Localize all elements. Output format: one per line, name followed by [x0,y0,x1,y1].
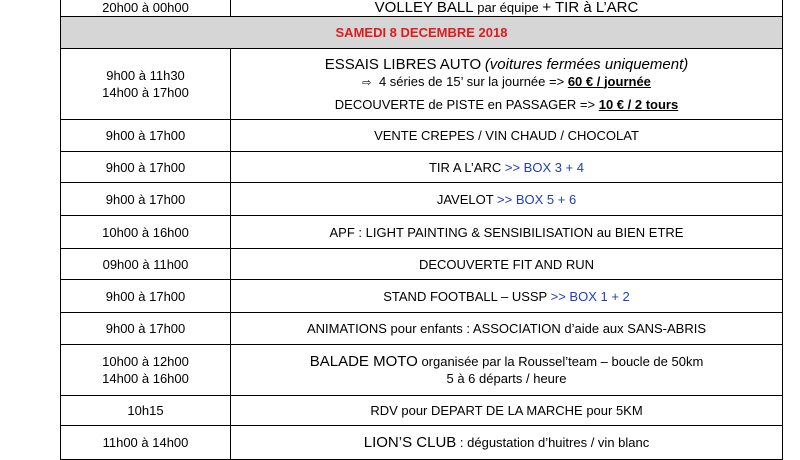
activity-cell [231,49,783,120]
time-cell: 11h00 à 14h00 [61,426,231,460]
price-label: 10 € / 2 tours [598,96,679,112]
day-header: SAMEDI 8 DECEMBRE 2018 [61,17,783,49]
activity-label: JAVELOT [436,191,494,207]
price-label: 60 € / journée [567,73,651,89]
table-row [61,345,783,396]
schedule-table [60,0,783,460]
time-line: 14h00 à 16h00 [102,371,189,386]
activity-cell [231,345,783,396]
activity-tail: + TIR à L’ARC [542,0,639,16]
time-cell: 9h00 à 17h00 [61,183,231,216]
arrow-right-icon: ⇨ [362,76,372,89]
box-label: >> BOX 1 + 2 [550,288,630,304]
activity-cell: RDV pour DEPART DE LA MARCHE pour 5KM [231,396,783,426]
day-header-row [61,17,783,49]
time-cell: 9h00 à 17h00 [61,313,231,345]
activity-subtitle: par équipe [477,0,539,15]
time-cell: 10h00 à 16h00 [61,216,231,249]
time-cell: 9h00 à 17h00 [61,280,231,313]
time-line: 14h00 à 17h00 [102,85,189,100]
activity-line: DECOUVERTE de PISTE en PASSAGER => [334,96,596,112]
activity-title: LION’S CLUB [363,434,457,451]
activity-title: BALADE MOTO [309,353,418,370]
activity-desc: : dégustation d’huitres / vin blanc [459,435,650,450]
table-row [61,49,783,120]
table-row [61,0,783,17]
time-cell: 09h00 à 11h00 [61,249,231,280]
time-cell [61,345,231,396]
table-row [61,183,783,216]
time-cell: 10h15 [61,396,231,426]
activity-cell [231,183,783,216]
box-label: >> BOX 3 + 4 [504,159,584,175]
activity-cell [231,280,783,313]
time-cell: 9h00 à 17h00 [61,120,231,152]
table-row [61,216,783,249]
table-row [61,280,783,313]
table-row [61,249,783,280]
table-row [61,313,783,345]
time-line: 10h00 à 12h00 [102,354,189,369]
activity-label: STAND FOOTBALL – USSP [383,288,547,304]
activity-cell: ANIMATIONS pour enfants : ASSOCIATION d’aide aux SANS-ABRIS [231,313,783,345]
table-row [61,426,783,460]
activity-cell [231,0,783,17]
activity-title: VOLLEY BALL [374,0,474,16]
time-cell [61,49,231,120]
activity-label: TIR A L’ARC [428,159,502,175]
activity-cell: APF : LIGHT PAINTING & SENSIBILISATION au BIEN ETRE [231,216,783,249]
time-line: 9h00 à 11h30 [106,68,185,83]
activity-cell [231,152,783,183]
activity-note: (voitures fermées uniquement) [484,55,689,73]
table-row [61,396,783,426]
time-cell: 9h00 à 17h00 [61,152,231,183]
activity-desc: organisée par la Roussel’team – boucle de 50km [421,354,704,369]
activity-cell: DECOUVERTE FIT AND RUN [231,249,783,280]
time-cell: 20h00 à 00h00 [61,0,231,17]
activity-line: 4 séries de 15’ sur la journée => [378,73,565,89]
activity-cell: VENTE CREPES / VIN CHAUD / CHOCOLAT [231,120,783,152]
activity-line: 5 à 6 départs / heure [446,371,567,386]
activity-title: ESSAIS LIBRES AUTO [324,55,482,73]
activity-cell [231,426,783,460]
box-label: >> BOX 5 + 6 [497,191,577,207]
table-row [61,152,783,183]
table-row [61,120,783,152]
